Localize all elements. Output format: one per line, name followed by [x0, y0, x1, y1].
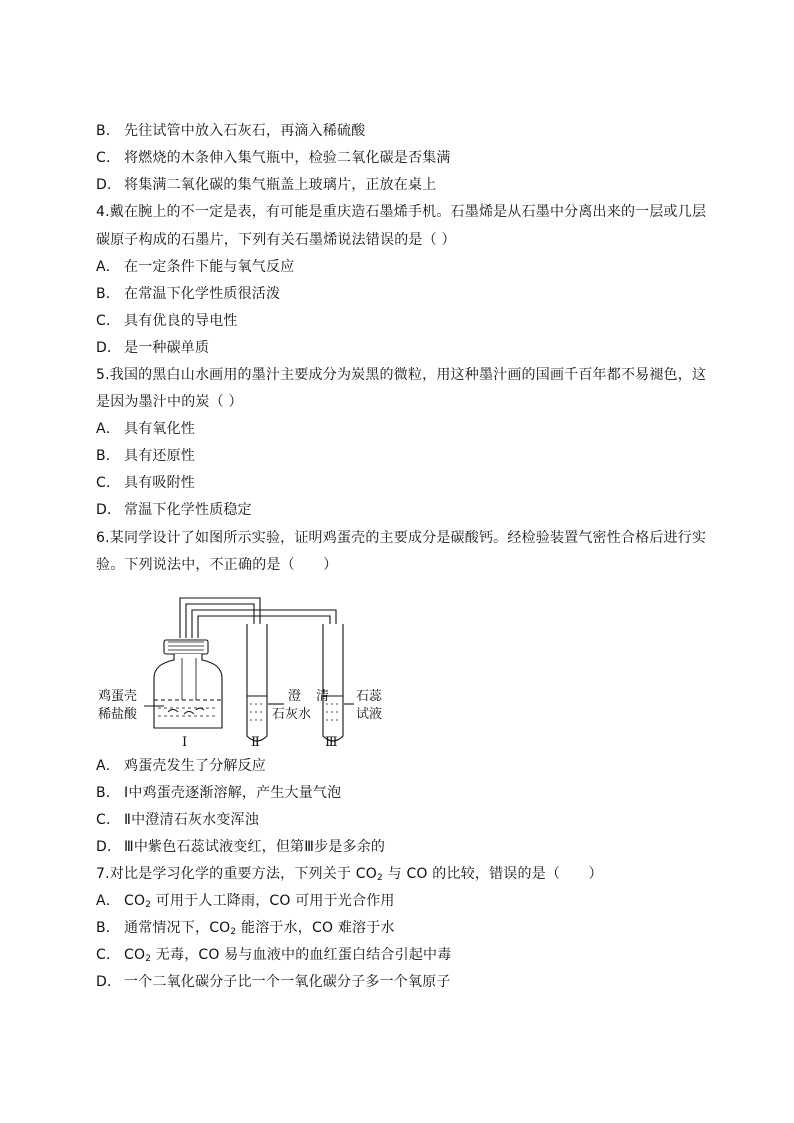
q7-option-c: [96, 945, 451, 965]
option-text: 在一定条件下能与氧气反应: [124, 259, 295, 275]
option-label: B．: [96, 123, 121, 139]
option-label: D．: [96, 340, 122, 356]
option-text: Ⅲ中紫色石蕊试液变红，但第Ⅲ步是多余的: [124, 839, 386, 855]
q6-stem-line1: 6.某同学设计了如图所示实验，证明鸡蛋壳的主要成分是碳酸钙。经检验装置气密性合格后进行实: [96, 530, 707, 546]
label-limewater-1: 澄: [288, 689, 302, 704]
option-text: 将集满二氧化碳的集气瓶盖上玻璃片，正放在桌上: [124, 177, 437, 193]
option-text: 是一种碳单质: [124, 340, 210, 356]
option-label: A．: [96, 259, 120, 275]
option-text: 先往试管中放入石灰石，再滴入稀硫酸: [124, 123, 366, 139]
option-label: D．: [96, 502, 122, 518]
option-text: 常温下化学性质稳定: [124, 502, 252, 518]
option-text: 在常温下化学性质很活泼: [124, 286, 281, 302]
q5-option-a: [96, 419, 195, 439]
bottle-i: [154, 654, 222, 728]
option-label: C．: [96, 313, 121, 329]
label-litmus-1: 石蕊: [356, 689, 383, 704]
label-limewater-2: 清: [316, 689, 330, 704]
subscript: 2: [145, 954, 152, 964]
label-litmus-2: 试液: [356, 707, 383, 722]
option-text: Ⅱ中澄清石灰水变浑浊: [124, 812, 259, 828]
test-tube-ii: [247, 624, 267, 741]
q3-option-b: [96, 121, 365, 141]
q6-option-b: [96, 783, 341, 803]
q7-option-d: [96, 972, 451, 992]
option-label: C．: [96, 150, 121, 166]
apparatus-diagram: [92, 588, 402, 752]
option-label: D．: [96, 974, 122, 990]
subscript: 2: [230, 927, 237, 937]
option-label: C．: [96, 947, 121, 963]
option-label: D．: [96, 839, 122, 855]
option-text: 具有氧化性: [124, 421, 195, 437]
option-text-part2: 能溶于水，CO 难溶于水: [236, 920, 395, 936]
option-text-part1: 通常情况下，CO: [124, 920, 231, 936]
q3-option-d: [96, 175, 436, 195]
label-acid: 稀盐酸: [98, 707, 138, 722]
option-text-part1: CO: [124, 947, 146, 963]
q5-stem-line2: 是因为墨汁中的炭（ ）: [96, 394, 243, 410]
q4-option-c: [96, 311, 238, 331]
q4-option-a: [96, 257, 294, 277]
experiment-apparatus-figure: [92, 588, 402, 752]
option-label: B．: [96, 286, 121, 302]
option-text: 具有优良的导电性: [124, 313, 238, 329]
q7-option-b: [96, 918, 395, 938]
q5-stem-line1: 5.我国的黑白山水画用的墨汁主要成分为炭黑的微粒，用这种墨汁画的国画千百年都不易褪色，这: [96, 367, 707, 383]
q6-option-d: [96, 837, 385, 857]
label-limewater-3: 石灰水: [272, 707, 312, 722]
option-text: 一个二氧化碳分子比一个一氧化碳分子多一个氧原子: [124, 974, 451, 990]
option-label: C．: [96, 475, 121, 491]
q6-option-a: [96, 756, 266, 776]
option-label: B．: [96, 785, 121, 801]
label-num-iii: Ⅲ: [325, 735, 338, 750]
label-eggshell: 鸡蛋壳: [98, 689, 138, 704]
option-text-part1: CO: [124, 893, 146, 909]
q4-option-b: [96, 284, 280, 304]
option-label: D．: [96, 177, 122, 193]
option-text-part2: 可用于人工降雨，CO 可用于光合作用: [151, 893, 395, 909]
q4-stem-line1: 4.戴在腕上的不一定是表，有可能是重庆造石墨烯手机。石墨烯是从石墨中分离出来的一层或几层: [96, 204, 707, 220]
option-label: C．: [96, 812, 121, 828]
q7-stem: [96, 864, 603, 884]
subscript: 2: [377, 873, 383, 883]
q6-stem-line2: 验。下列说法中，不正确的是（ ）: [96, 557, 338, 573]
q3-option-c: [96, 148, 451, 168]
q5-option-d: [96, 500, 252, 520]
option-label: B．: [96, 920, 121, 936]
label-num-i: Ⅰ: [182, 735, 188, 750]
q4-stem-line2: 碳原子构成的石墨片，下列有关石墨烯说法错误的是（ ）: [96, 232, 456, 248]
option-text: 将燃烧的木条伸入集气瓶中，检验二氧化碳是否集满: [124, 150, 451, 166]
option-text: 具有吸附性: [124, 475, 195, 491]
option-label: B．: [96, 448, 121, 464]
q7-stem-part2: 与 CO 的比较，错误的是（ ）: [382, 866, 603, 882]
q5-option-c: [96, 473, 195, 493]
option-text: Ⅰ中鸡蛋壳逐渐溶解，产生大量气泡: [124, 785, 342, 801]
q4-option-d: [96, 338, 209, 358]
q7-option-a: [96, 891, 395, 911]
q5-option-b: [96, 446, 195, 466]
label-num-ii: Ⅱ: [251, 735, 260, 750]
option-label: A．: [96, 893, 120, 909]
option-text-part2: 无毒，CO 易与血液中的血红蛋白结合引起中毒: [151, 947, 452, 963]
q7-stem-part1: 7.对比是学习化学的重要方法，下列关于 CO: [96, 866, 378, 882]
option-label: A．: [96, 758, 120, 774]
option-text: 具有还原性: [124, 448, 195, 464]
option-text: 鸡蛋壳发生了分解反应: [124, 758, 266, 774]
option-label: A．: [96, 421, 120, 437]
test-tube-iii: [323, 624, 343, 741]
subscript: 2: [145, 900, 152, 910]
q6-option-c: [96, 810, 259, 830]
